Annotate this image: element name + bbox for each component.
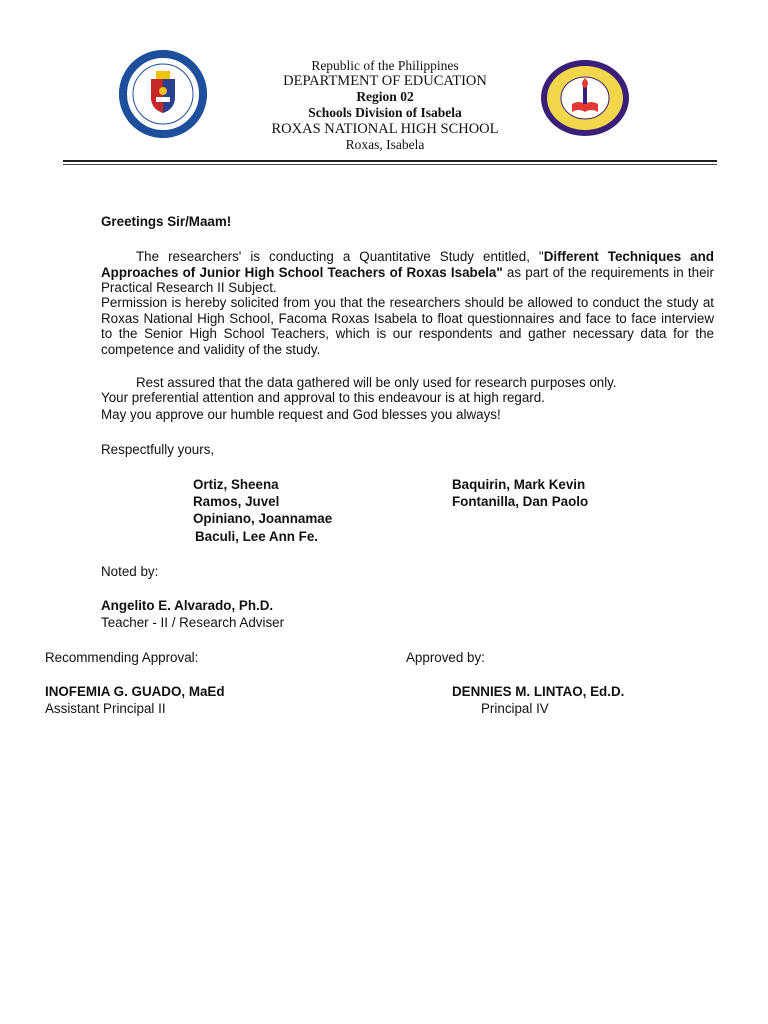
paragraph-intro (101, 249, 714, 296)
recommending-label: Recommending Approval: (45, 650, 199, 665)
header-divider (63, 160, 717, 162)
researcher-name: Fontanilla, Dan Paolo (452, 494, 589, 509)
approved-label: Approved by: (406, 650, 485, 665)
school-line: ROXAS NATIONAL HIGH SCHOOL (271, 121, 499, 137)
greeting: Greetings Sir/Maam! (101, 214, 232, 229)
researcher-name: Opiniano, Joannamae (193, 511, 333, 526)
adviser-title: Teacher - II / Research Adviser (101, 615, 285, 630)
researcher-name: Ortiz, Sheena (193, 477, 279, 492)
approver-name: DENNIES M. LINTAO, Ed.D. (452, 684, 625, 699)
approver-title: Principal IV (481, 701, 549, 716)
closing: Respectfully yours, (101, 442, 215, 457)
region-line: Region 02 (356, 89, 414, 104)
address-line: Roxas, Isabela (345, 137, 425, 152)
noted-label: Noted by: (101, 564, 159, 579)
blessing-line: May you approve our humble request and God blesses you always! (101, 407, 501, 422)
department-line: DEPARTMENT OF EDUCATION (283, 73, 487, 89)
recommender-name: INOFEMIA G. GUADO, MaEd (45, 684, 225, 699)
paragraph-permission: Permission is hereby solicited from you that the researchers should be allowed to conduct the study at Roxas National High School, Facoma Roxas Isabela to float questionnaires and face to face interview to the Senior High School Teachers, which is our respondents and gather necessary data for the competence and validity of the study. (101, 295, 714, 357)
researcher-name: Ramos, Juvel (193, 494, 280, 509)
division-line: Schools Division of Isabela (308, 105, 462, 120)
republic-line: Republic of the Philippines (311, 58, 459, 73)
researcher-name: Baquirin, Mark Kevin (452, 477, 586, 492)
intro-tail: as part of the requirements in their Practical Research II Subject. (101, 264, 714, 296)
intro-text: The researchers' is conducting a Quantitative Study entitled, " (136, 249, 544, 264)
adviser-name: Angelito E. Alvarado, Ph.D. (101, 598, 274, 613)
header-divider-thin (63, 164, 717, 165)
assurance-line: Rest assured that the data gathered will be only used for research purposes only. (136, 375, 617, 390)
researcher-name: Baculi, Lee Ann Fe. (195, 529, 319, 544)
study-title: Different Techniques and Approaches of Junior High School Teachers of Roxas Isabela" (101, 249, 714, 280)
attention-line: Your preferential attention and approval to this endeavour is at high regard. (101, 390, 545, 405)
recommender-title: Assistant Principal II (45, 701, 166, 716)
